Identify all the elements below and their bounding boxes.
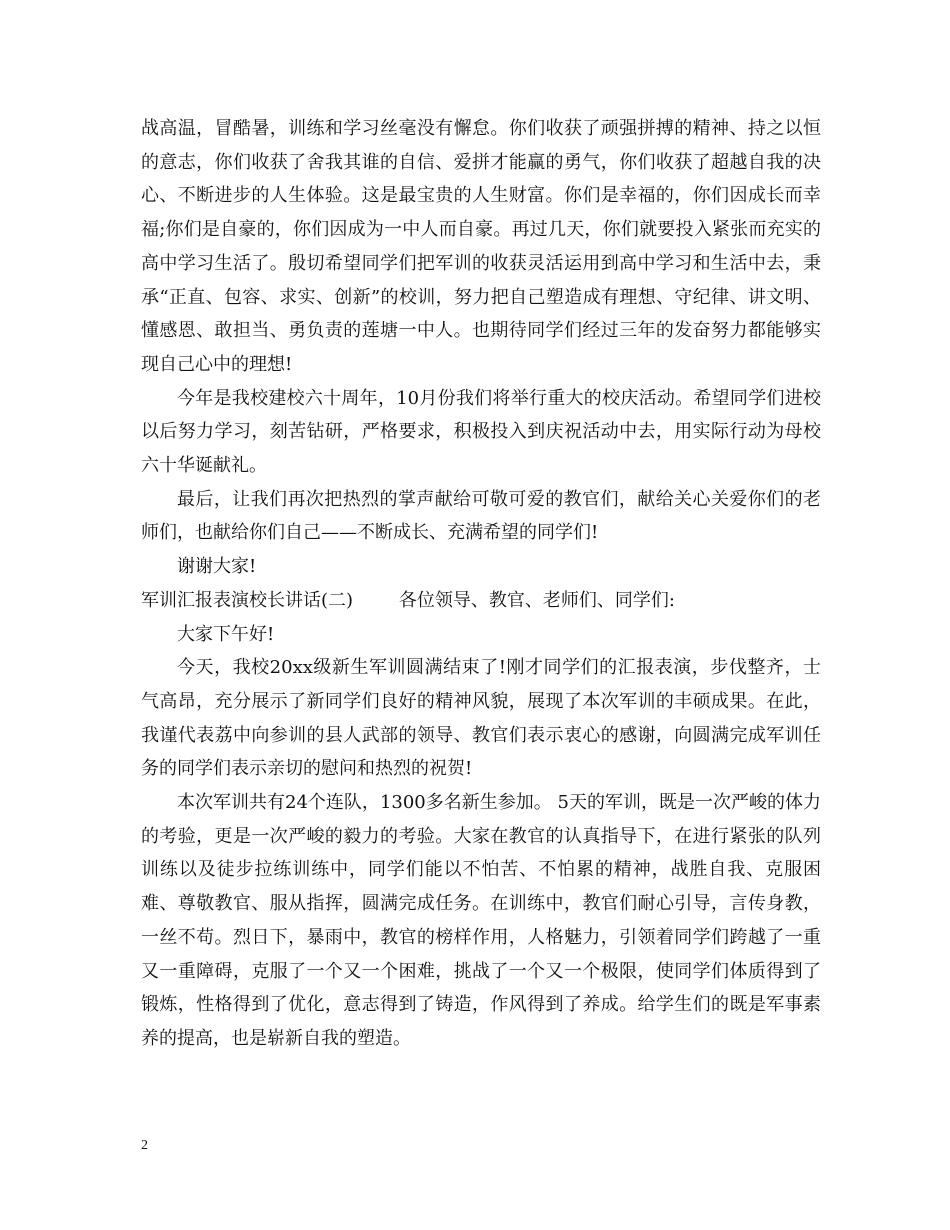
paragraph-closing-applause: 最后，让我们再次把热烈的掌声献给可敬可爱的教官们，献给关心关爱你们的老师们，也献给你们自己——不断成长、充满希望的同学们! <box>141 488 821 544</box>
paragraph-training-ended: 今天，我校20xx级新生军训圆满结束了!刚才同学们的汇报表演，步伐整齐，士气高昂，充分展示了新同学们良好的精神风貌，展现了本次军训的丰硕成果。在此，我谨代表荔中向参训的县人武部的领导、教官们表示衷心的感谢，向圆满完成军训任务的同学们表示亲切的慰问和热烈的祝贺! <box>141 657 821 780</box>
paragraph-greeting: 大家下午好! <box>177 623 275 645</box>
paragraph-thanks: 谢谢大家! <box>177 556 257 578</box>
paragraph-training-summary: 本次军训共有24个连队，1300多名新生参加。 5天的军训，既是一次严峻的体力的考验，更是一次严峻的毅力的考验。大家在教官的认真指导下，在进行紧张的队列训练以及徒步拉练训练中，同学们能以不怕苦、不怕累的精神，战胜自我、克服困难、尊敬教官、服从指挥，圆满完成任务。在训练中，教官们耐心引导，言传身教，一丝不苟。烈日下，暴雨中，教官的榜样作用，人格魅力，引领着同学们跨越了一重又一重障碍，克服了一个又一个困难，挑战了一个又一个极限，使同学们体质得到了锻炼，性格得到了优化，意志得到了铸造，作风得到了养成。给学生们的既是军事素养的提高，也是崭新自我的塑造。 <box>141 792 821 1049</box>
page-number: 2 <box>141 1138 148 1153</box>
paragraph-anniversary: 今年是我校建校六十周年，10月份我们将举行重大的校庆活动。希望同学们进校以后努力学习，刻苦钻研，严格要求，积极投入到庆祝活动中去，用实际行动为母校六十华诞献礼。 <box>141 387 821 477</box>
document-body <box>141 112 821 1056</box>
paragraph-continuation: 战高温，冒酷暑，训练和学习丝毫没有懈怠。你们收获了顽强拼搏的精神、持之以恒的意志，你们收获了舍我其谁的自信、爱拼才能赢的勇气，你们收获了超越自我的决心、不断进步的人生体验。这是最宝贵的人生财富。你们是幸福的，你们因成长而幸福;你们是自豪的，你们因成为一中人而自豪。再过几天，你们就要投入紧张而充实的高中学习生活了。殷切希望同学们把军训的收获灵活运用到高中学习和生活中去，秉承“正直、包容、求实、创新”的校训，努力把自己塑造成有理想、守纪律、讲文明、懂感恩、敢担当、勇负责的莲塘一中人。也期待同学们经过三年的发奋努力都能够实现自己心中的理想! <box>141 118 821 375</box>
section-title-line: 军训汇报表演校长讲话(二) 各位领导、教官、老师们、同学们: <box>141 589 675 611</box>
